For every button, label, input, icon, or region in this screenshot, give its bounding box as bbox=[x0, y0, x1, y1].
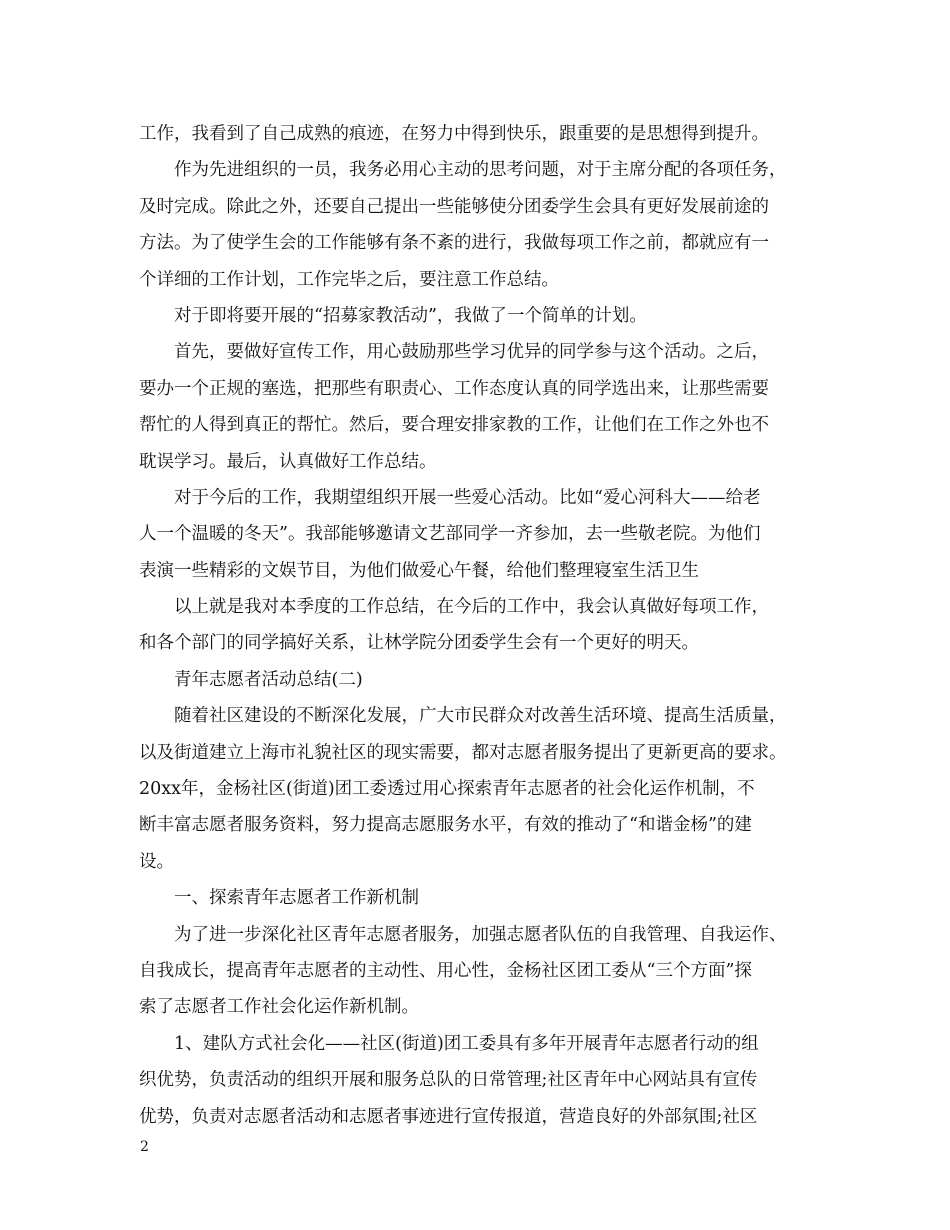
text-line: 以上就是我对本季度的工作总结，在今后的工作中，我会认真做好每项工作， bbox=[174, 597, 769, 618]
text-line: 随着社区建设的不断深化发展，广大市民群众对改善生活环境、提高生活质量， bbox=[174, 706, 787, 727]
text-line: 20xx年，金杨社区(街道)团工委透过用心探索青年志愿者的社会化运作机制，不 bbox=[139, 779, 755, 800]
text-line: 和各个部门的同学搞好关系，让林学院分团委学生会有一个更好的明天。 bbox=[139, 633, 699, 654]
text-line: 优势，负责对志愿者活动和志愿者事迹进行宣传报道，营造良好的外部氛围;社区 bbox=[139, 1106, 758, 1127]
text-line: 自我成长，提高青年志愿者的主动性、用心性，金杨社区团工委从“三个方面”探 bbox=[139, 960, 752, 981]
text-line: 设。 bbox=[139, 851, 174, 872]
text-line: 表演一些精彩的文娱节目，为他们做爱心午餐，给他们整理寝室生活卫生 bbox=[139, 560, 699, 581]
text-line: 以及街道建立上海市礼貌社区的现实需要，都对志愿者服务提出了更新更高的要求。 bbox=[139, 742, 787, 763]
document-body bbox=[139, 116, 813, 1135]
text-line: 要办一个正规的塞选，把那些有职责心、工作态度认真的同学选出来，让那些需要 bbox=[139, 378, 769, 399]
text-line: 耽误学习。最后，认真做好工作总结。 bbox=[139, 451, 437, 472]
page-number: 2 bbox=[140, 1139, 149, 1155]
text-line: 作为先进组织的一员，我务必用心主动的思考问题，对于主席分配的各项任务， bbox=[174, 160, 787, 181]
text-line: 帮忙的人得到真正的帮忙。然后，要合理安排家教的工作，让他们在工作之外也不 bbox=[139, 415, 769, 436]
text-line: 为了进一步深化社区青年志愿者服务，加强志愿者队伍的自我管理、自我运作、 bbox=[174, 924, 787, 945]
text-line: 断丰富志愿者服务资料，努力提高志愿服务水平，有效的推动了“和谐金杨”的建 bbox=[139, 815, 752, 836]
text-line: 织优势，负责活动的组织开展和服务总队的日常管理;社区青年中心网站具有宣传 bbox=[139, 1070, 758, 1091]
text-line: 索了志愿者工作社会化运作新机制。 bbox=[139, 997, 419, 1018]
text-line: 方法。为了使学生会的工作能够有条不紊的进行，我做每项工作之前，都就应有一 bbox=[139, 233, 769, 254]
text-line: 对于今后的工作，我期望组织开展一些爱心活动。比如“爱心河科大——给老 bbox=[174, 487, 761, 508]
text-line: 人一个温暖的冬天”。我部能够邀请文艺部同学一齐参加，去一些敬老院。为他们 bbox=[139, 524, 761, 545]
text-line: 个详细的工作计划，工作完毕之后，要注意工作总结。 bbox=[139, 269, 559, 290]
section-heading: 青年志愿者活动总结(二) bbox=[174, 669, 363, 690]
text-line: 对于即将要开展的“招募家教活动”，我做了一个简单的计划。 bbox=[174, 305, 647, 326]
text-line: 及时完成。除此之外，还要自己提出一些能够使分团委学生会具有更好发展前途的 bbox=[139, 196, 769, 217]
section-heading: 一、探索青年志愿者工作新机制 bbox=[174, 888, 419, 909]
text-line: 工作，我看到了自己成熟的痕迹，在努力中得到快乐，跟重要的是思想得到提升。 bbox=[139, 124, 769, 144]
text-line: 1、建队方式社会化——社区(街道)团工委具有多年开展青年志愿者行动的组 bbox=[174, 1033, 759, 1054]
text-line: 首先，要做好宣传工作，用心鼓励那些学习优异的同学参与这个活动。之后， bbox=[174, 342, 769, 363]
